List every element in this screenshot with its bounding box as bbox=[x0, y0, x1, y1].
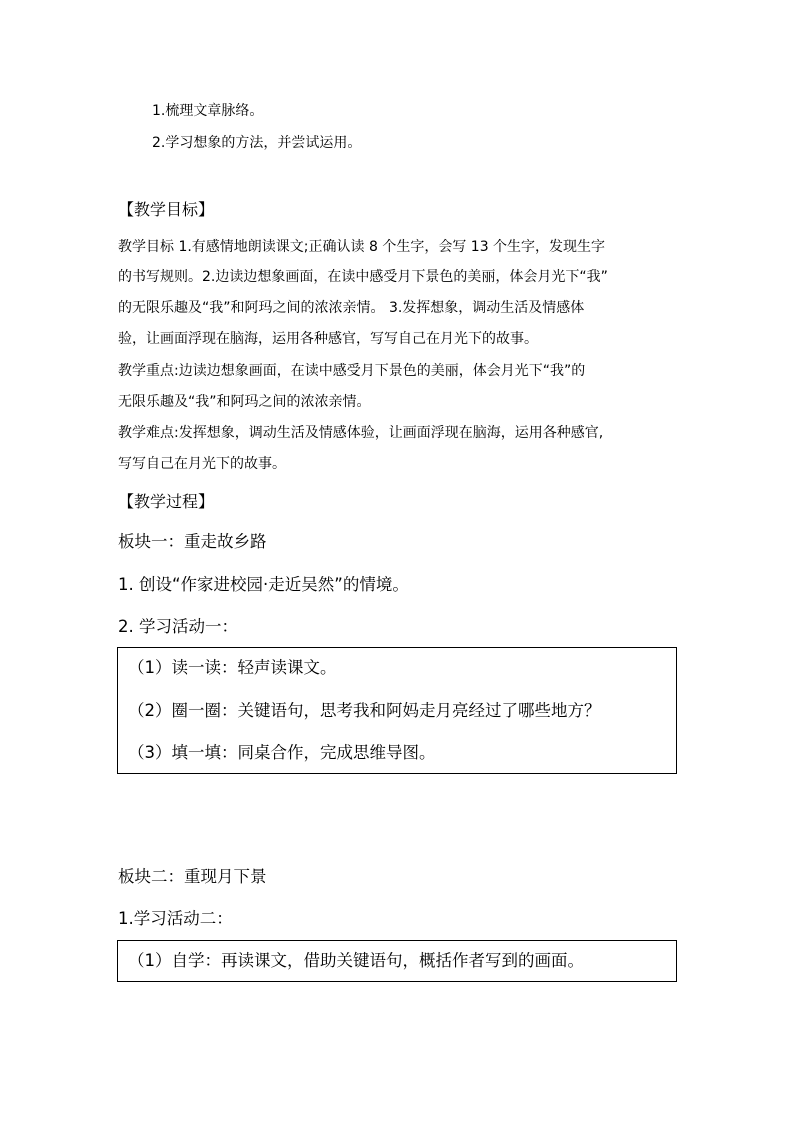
process-heading: 【教学过程】 bbox=[118, 492, 215, 511]
difficulties-line-2: 写写自己在月光下的故事。 bbox=[118, 456, 286, 472]
difficulties-line-1: 教学难点:发挥想象，调动生活及情感体验，让画面浮现在脑海，运用各种感官, bbox=[118, 425, 604, 441]
intro-item-1: 1.梳理文章脉络。 bbox=[152, 103, 264, 119]
section1-title: 板块一：重走故乡路 bbox=[118, 532, 267, 551]
activity-2-box bbox=[117, 940, 677, 982]
section1-step-2: 2. 学习活动一： bbox=[118, 617, 238, 636]
section2-title: 板块二：重现月下景 bbox=[118, 867, 267, 886]
objectives-line-4: 验，让画面浮现在脑海，运用各种感官，写写自己在月光下的故事。 bbox=[118, 331, 538, 347]
activity-1-item-3: （3）填一填：同桌合作，完成思维导图。 bbox=[128, 743, 436, 762]
activity-1-item-1: （1）读一读：轻声读课文。 bbox=[128, 658, 337, 677]
key-points-line-1: 教学重点:边读边想象画面，在读中感受月下景色的美丽，体会月光下“我”的 bbox=[118, 363, 586, 379]
objectives-heading: 【教学目标】 bbox=[118, 200, 215, 219]
key-points-line-2: 无限乐趣及“我”和阿玛之间的浓浓亲情。 bbox=[118, 394, 371, 410]
activity-1-item-2: （2）圈一圈：关键语句，思考我和阿妈走月亮经过了哪些地方？ bbox=[128, 701, 601, 720]
objectives-line-2: 的书写规则。2.边读边想象画面，在读中感受月下景色的美丽，体会月光下“我” bbox=[118, 269, 608, 285]
activity-2-item-1: （1）自学：再读课文，借助关键语句，概括作者写到的画面。 bbox=[128, 951, 584, 970]
objectives-line-3: 的无限乐趣及“我”和阿玛之间的浓浓亲情。 3.发挥想象，调动生活及情感体 bbox=[118, 300, 585, 316]
section1-step-1: 1. 创设“作家进校园·走近吴然”的情境。 bbox=[118, 575, 409, 594]
intro-item-2: 2.学习想象的方法，并尝试运用。 bbox=[152, 135, 362, 151]
activity-1-box bbox=[117, 647, 677, 774]
objectives-line-1: 教学目标 1.有感情地朗读课文;正确认读 8 个生字，会写 13 个生字，发现生字 bbox=[118, 239, 606, 255]
section2-step-1: 1.学习活动二： bbox=[118, 909, 233, 928]
